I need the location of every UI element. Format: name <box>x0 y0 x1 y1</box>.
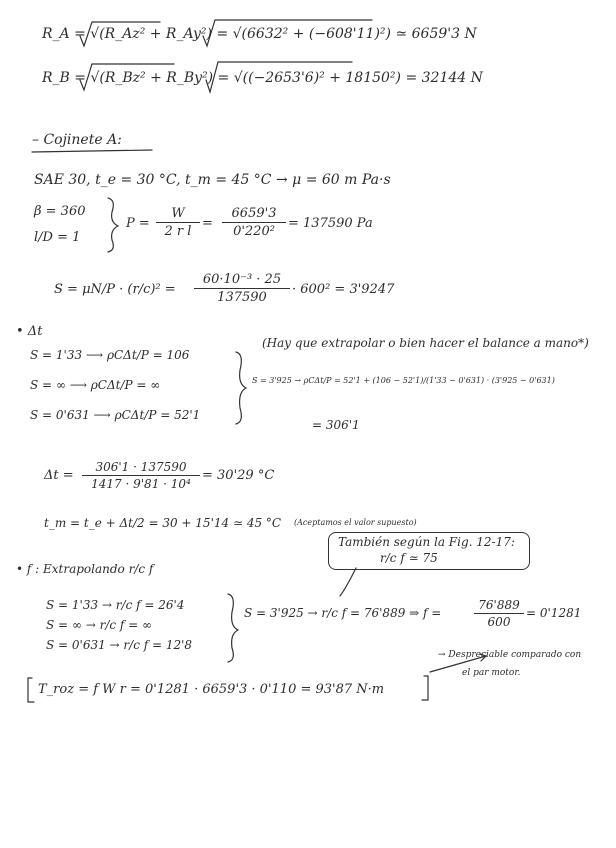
oil-properties: SAE 30, t_e = 30 °C, t_m = 45 °C → μ = 60 m Pa·s <box>34 172 391 188</box>
friction-extrapolation: S = 3'925 → r/c f = 76'889 ⇒ f = <box>244 606 442 620</box>
pressure-fraction-2 <box>222 206 286 239</box>
friction-result: = 0'1281 <box>526 606 582 620</box>
pressure-fraction <box>156 206 200 239</box>
delta-t-label: • Δt <box>16 324 43 339</box>
dt-result-num: 306'1 · 137590 <box>82 460 200 476</box>
sommerfeld-num: 60·10⁻³ · 25 <box>194 272 290 289</box>
pressure-result: = 137590 Pa <box>288 216 373 231</box>
reaction-rb: R_B = √(R_Bz² + R_By²) = √((−2653'6)² + 18150²) = 32144 N <box>42 70 483 86</box>
geometry-ld: l/D = 1 <box>34 230 81 245</box>
pressure-lhs: P = <box>126 216 150 231</box>
pressure-eq: = <box>202 216 213 231</box>
delta-t-extrapolation-result: = 306'1 <box>312 418 360 432</box>
friction-label: • f : Extrapolando r/c f <box>16 562 154 576</box>
friction-num: 76'889 <box>474 598 524 614</box>
delta-t-row-3: S = 0'631 ⟶ ρCΔt/P = 52'1 <box>30 408 201 422</box>
section-heading: – Cojinete A: <box>32 132 122 148</box>
tm-check-note: (Aceptamos el valor supuesto) <box>294 518 417 527</box>
pressure-num: W <box>156 206 200 223</box>
delta-t-note: (Hay que extrapolar o bien hacer el balance a mano*) <box>262 336 589 350</box>
sommerfeld-fraction <box>194 272 290 305</box>
dt-result-fraction <box>82 460 200 491</box>
friction-fraction <box>474 598 524 629</box>
pressure-num-2: 6659'3 <box>222 206 286 223</box>
sommerfeld-result: · 600² = 3'9247 <box>292 282 395 297</box>
delta-t-extrapolation: S = 3'925 → ρCΔt/P = 52'1 + (106 − 52'1)/(1'33 − 0'631) · (3'925 − 0'631) <box>252 376 555 385</box>
delta-t-row-2: S = ∞ ⟶ ρCΔt/P = ∞ <box>30 378 161 392</box>
friction-row-3: S = 0'631 → r/c f = 12'8 <box>46 638 193 652</box>
friction-row-1: S = 1'33 → r/c f = 26'4 <box>46 598 185 612</box>
sommerfeld-den: 137590 <box>217 290 267 305</box>
sommerfeld-lhs: S = μN/P · (r/c)² = <box>54 282 176 297</box>
pressure-den-2: 0'220² <box>233 224 275 239</box>
friction-den: 600 <box>487 615 511 629</box>
friction-row-2: S = ∞ → r/c f = ∞ <box>46 618 153 632</box>
callout-figure: También según la Fig. 12-17: <box>338 535 515 549</box>
delta-t-row-1: S = 1'33 ⟶ ρCΔt/P = 106 <box>30 348 190 362</box>
torque-equation: T_roz = f W r = 0'1281 · 6659'3 · 0'110 = 93'87 N·m <box>38 682 385 697</box>
torque-note: → Despreciable comparado con <box>438 650 582 660</box>
dt-result-lhs: Δt = <box>44 468 74 483</box>
dt-result-value: = 30'29 °C <box>202 468 275 483</box>
tm-check: t_m = t_e + Δt/2 = 30 + 15'14 ≃ 45 °C <box>44 516 282 530</box>
callout-value: r/c f ≃ 75 <box>380 551 438 565</box>
geometry-beta: β = 360 <box>34 204 86 219</box>
reaction-ra: R_A = √(R_Az² + R_Ay²) = √(6632² + (−608'11)²) ≃ 6659'3 N <box>42 26 477 42</box>
torque-note-2: el par motor. <box>462 668 521 678</box>
dt-result-den: 1417 · 9'81 · 10⁴ <box>91 477 191 491</box>
pressure-den: 2 r l <box>164 224 192 239</box>
